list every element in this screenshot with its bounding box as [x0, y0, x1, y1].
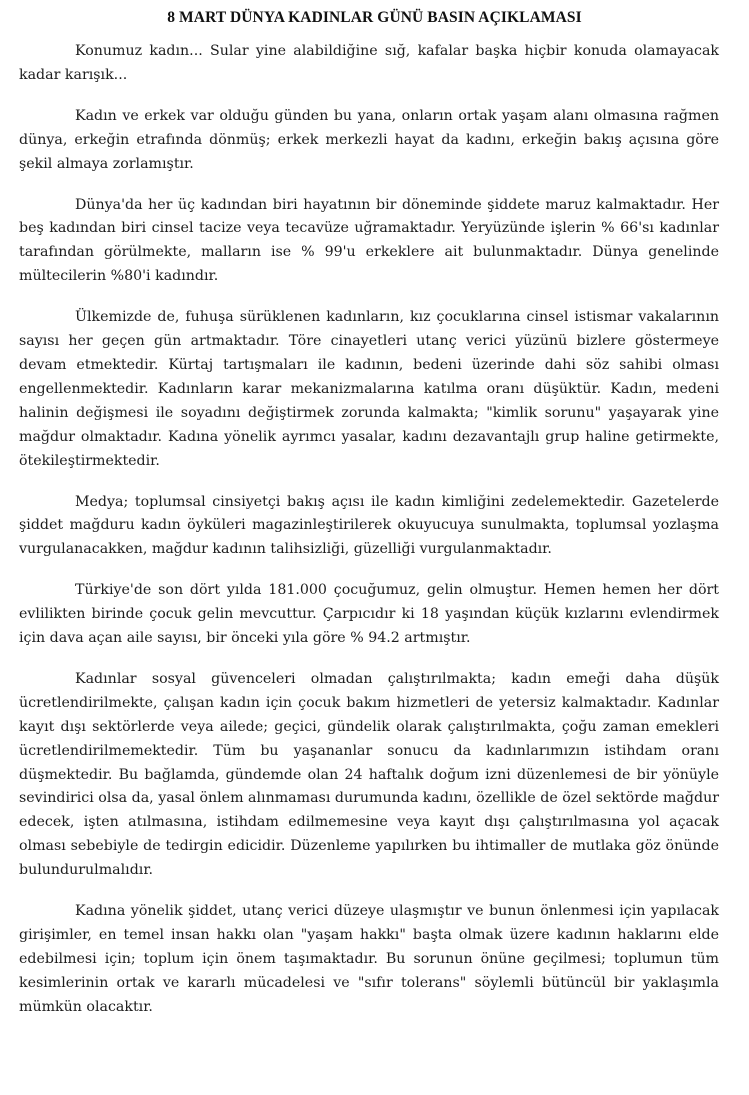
- paragraph-male-centered-life: Kadın ve erkek var olduğu günden bu yana, onların ortak yaşam alanı olmasına rağmen dünya, erkeğin etrafında dönmüş; erkek merkezli hayat da kadını, erkeğin bakış açısına göre şekil almaya zorlamıştır.: [19, 107, 719, 172]
- paragraph-intro: Konumuz kadın... Sular yine alabildiğine sığ, kafalar başka hiçbir konuda olamayacak kadar karışık...: [19, 43, 719, 83]
- paragraph-child-brides: Türkiye'de son dört yılda 181.000 çocuğumuz, gelin olmuştur. Hemen hemen her dört evlilikten birinde çocuk gelin mevcuttur. Çarpıcıdır ki 18 yaşından küçük kızlarını evlendirmek için dava açan aile sayısı, bir önceki yıla göre % 94.2 artmıştır.: [19, 582, 719, 647]
- paragraph-country-situation: Ülkemizde de, fuhuşa sürüklenen kadınların, kız çocuklarına cinsel istismar vakalarının sayısı her geçen gün artmaktadır. Töre cinayetleri utanç verici yüzünü bizlere göstermeye devam etmektedir. Kürtaj tartışmaları ile kadının, bedeni üzerinde dahi söz sahibi olması engellenmektedir. Kadınların karar mekanizmalarına katılma oranı düşüktür. Kadın, medeni halinin değişmesi ile soyadını değiştirmek zorunda kalmakta; "kimlik sorunu" yaşayarak yine mağdur olmaktadır. Kadına yönelik ayrımcı yasalar, kadını dezavantajlı grup haline getirmekte, ötekileştirmektedir.: [19, 309, 719, 469]
- paragraph-employment: Kadınlar sosyal güvenceleri olmadan çalıştırılmakta; kadın emeği daha düşük ücretlendirilmekte, çalışan kadın için çocuk bakım hizmetleri de yetersiz kalmaktadır. Kadınlar kayıt dışı sektörlerde veya ailede; geçici, gündelik olarak çalıştırılmakta, çoğu zaman emekleri ücretlendirilmemektedir. Tüm bu yaşananlar sonucu da kadınlarımızın istihdam oranı düşmektedir. Bu bağlamda, gündemde olan 24 haftalık doğum izni düzenlemesi de bir yönüyle sevindirici olsa da, yasal önlem alınmaması durumunda kadını, özellikle de özel sektörde mağdur edecek, işten atılmasına, istihdam edilmemesine veya kayıt dışı çalıştırılmasına yol açacak olması sebebiyle de tedirgin edicidir. Düzenleme yapılırken bu ihtimaller de mutlaka göz önünde bulundurulmalıdır.: [19, 670, 719, 879]
- paragraph-violence-conclusion: Kadına yönelik şiddet, utanç verici düzeye ulaşmıştır ve bunun önlenmesi için yapılacak girişimler, en temel insan hakkı olan "yaşam hakkı" başta olmak üzere kadının haklarını elde edebilmesi için; toplum için önem taşımaktadır. Bu sorunun önüne geçilmesi; toplumun tüm kesimlerinin ortak ve kararlı mücadelesi ve "sıfır tolerans" söylemli bütüncül bir yaklaşımla mümkün olacaktır.: [19, 903, 719, 1015]
- document-body: [19, 40, 719, 1020]
- paragraph-world-statistics: Dünya'da her üç kadından biri hayatının bir döneminde şiddete maruz kalmaktadır. Her beş kadından biri cinsel tacize veya tecavüze uğramaktadır. Yeryüzünde işlerin % 66'sı kadınlar tarafından görülmekte, malların ise % 99'u erkeklere ait bulunmaktadır. Dünya genelinde mültecilerin %80'i kadındır.: [19, 196, 719, 285]
- document-title: 8 MART DÜNYA KADINLAR GÜNÜ BASIN AÇIKLAMASI: [167, 9, 582, 26]
- paragraph-media: Medya; toplumsal cinsiyetçi bakış açısı ile kadın kimliğini zedelemektedir. Gazetelerde şiddet mağduru kadın öyküleri magazinleştirilerek okuyucuya sunulmakta, toplumsal yozlaşma vurgulanacakken, mağdur kadının talihsizliği, güzelliği vurgulanmaktadır.: [19, 493, 719, 558]
